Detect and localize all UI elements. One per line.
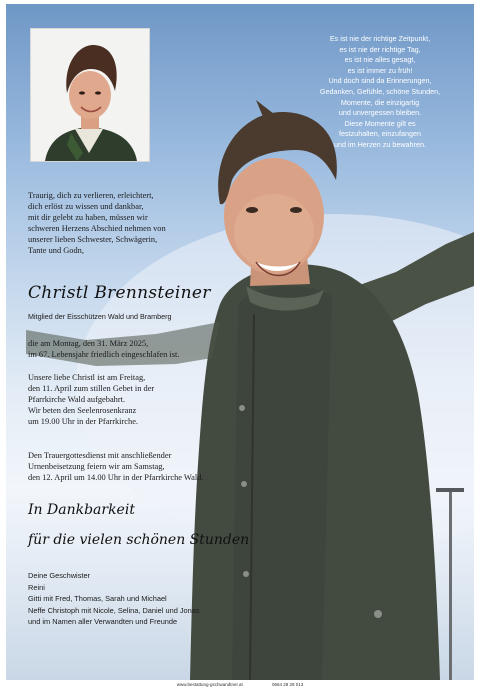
poem-line: und unvergessen bleiben. [338,108,422,118]
death-line: im 67. Lebensjahr friedlich eingeschlafen ist. [28,350,180,360]
intro-line: unserer lieben Schwester, Schwägerin, [28,235,158,245]
family-line: Neffe Christoph mit Nicole, Selina, Daniel und Jonas [28,605,200,615]
death-line: die am Montag, den 31. März 2025, [28,339,149,348]
poem-line: es ist immer zu früh! [347,65,413,75]
intro-line: schweren Herzens Abschied nehmen von [28,224,166,234]
funeral-line: den 12. April um 14.00 Uhr in der Pfarrkirche Wald. [28,473,204,483]
thanks-line-2: für die vielen schönen Stunden [28,532,250,548]
deceased-name: Christl Brennsteiner [28,283,211,303]
family-line: Deine Geschwister [28,571,91,580]
wake-line: Wir beten den Seelenrosenkranz [28,406,137,416]
intro-text [28,190,166,257]
poem-line: es ist nie der richtige Tag, [339,44,421,54]
funeral-line: Den Trauergottesdienst mit anschließender [28,451,172,460]
wake-line: den 11. April zum stillen Gebet in der [28,384,155,394]
funeral-line: Urnenbeisetzung feiern wir am Samstag, [28,462,165,472]
family-list [28,570,200,628]
family-line: Reini [28,582,45,592]
footer-phone: 0664 28 28 013 [272,682,304,687]
portrait-image [31,29,149,161]
wake-line: Pfarrkirche Wald aufgebahrt. [28,395,126,405]
footer [0,682,480,688]
poem-line: es ist nie alles gesagt, [344,55,416,65]
poem-line: festzuhalten, einzufangen [339,129,421,139]
wake-notice [28,372,154,427]
family-line: und im Namen aller Verwandten und Freunde [28,617,178,627]
background-photo-frame [6,4,474,680]
poem-line: Gedanken, Gefühle, schöne Stunden, [319,86,441,96]
poem-line: und im Herzen zu bewahren. [334,139,426,149]
poem-line: Momente, die einzigartig [340,97,420,107]
poem-line: Diese Momente gilt es [344,118,416,128]
poem [286,34,474,151]
intro-line: dich erlöst zu wissen und dankbar, [28,202,144,212]
wake-line: um 19.00 Uhr in der Pfarrkirche. [28,417,139,427]
poem-line: Und doch sind da Erinnerungen, [328,76,432,86]
portrait-photo [30,28,150,162]
funeral-notice [28,450,203,483]
club-membership: Mitglied der Eisschützen Wald und Bramberg [28,312,172,321]
footer-website: www.bestattung-gschwandtner.at [176,682,243,687]
death-notice [28,338,179,360]
thanks-line-1: In Dankbarkeit [28,502,135,518]
poem-line: Es ist nie der richtige Zeitpunkt, [329,34,431,43]
intro-line: Traurig, dich zu verlieren, erleichtert, [28,191,154,200]
family-line: Gitti mit Fred, Thomas, Sarah und Michael [28,594,167,604]
intro-line: Tante und Godn, [28,246,84,256]
intro-line: mit dir gelebt zu haben, müssen wir [28,213,148,223]
wake-line: Unsere liebe Christl ist am Freitag, [28,373,146,382]
